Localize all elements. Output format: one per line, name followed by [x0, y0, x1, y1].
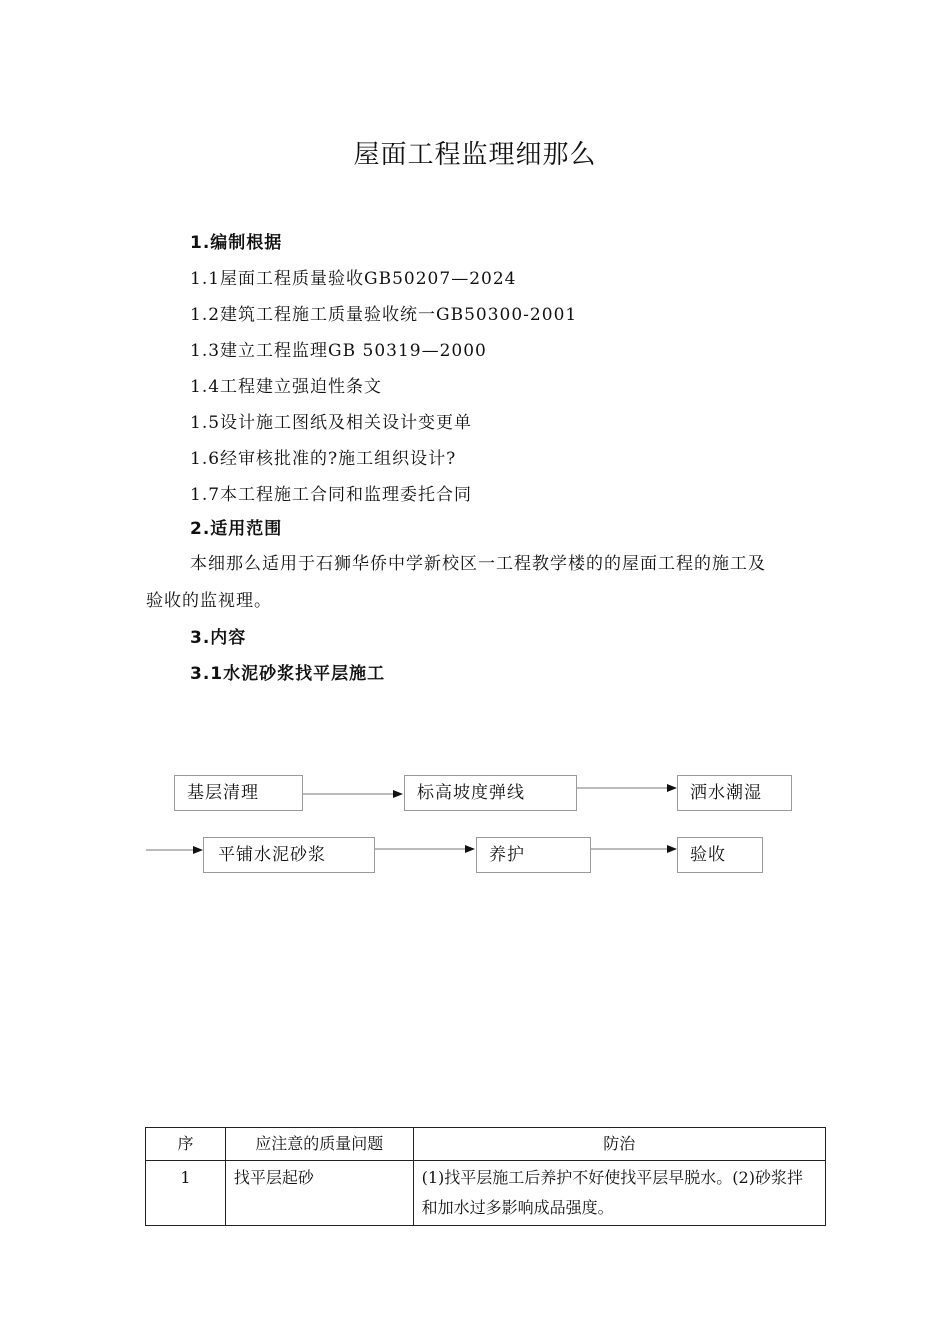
section-2-heading: 2.适用范围	[190, 519, 283, 539]
section-3-heading: 3.内容	[190, 628, 247, 648]
list-item: 1.2建筑工程施工质量验收统一GB50300-2001	[190, 305, 578, 325]
list-item: 1.3建立工程监理GB 50319—2000	[190, 341, 487, 361]
list-item: 1.5设计施工图纸及相关设计变更单	[190, 413, 473, 433]
list-item: 1.7本工程施工合同和监理委托合同	[190, 485, 473, 505]
cell-index: 1	[146, 1161, 226, 1226]
list-item: 1.4工程建立强迫性条文	[190, 377, 383, 397]
flow-step-curing: 养护	[476, 837, 591, 873]
header-prevention: 防治	[413, 1128, 825, 1161]
quality-problems-table	[145, 1127, 826, 1226]
cell-prevention: (1)找平层施工后养护不好使找平层早脱水。(2)砂浆拌和加水过多影响成品强度。	[413, 1161, 825, 1226]
flow-step-spread-mortar: 平铺水泥砂浆	[203, 837, 375, 873]
scope-paragraph-line-1: 本细那么适用于石狮华侨中学新校区一工程教学楼的的屋面工程的施工及	[190, 554, 766, 574]
flow-step-elevation-slope-marking: 标高坡度弹线	[404, 775, 577, 811]
flow-step-water-wetting: 洒水潮湿	[677, 775, 792, 811]
list-item: 1.1屋面工程质量验收GB50207—2024	[190, 269, 517, 289]
table-row	[146, 1161, 826, 1226]
header-quality-problem: 应注意的质量问题	[225, 1128, 413, 1161]
page-title: 屋面工程监理细那么	[353, 140, 597, 170]
header-index: 序	[146, 1128, 226, 1161]
scope-paragraph-line-2: 验收的监视理。	[146, 591, 272, 611]
table-header-row	[146, 1128, 826, 1161]
list-item: 1.6经审核批准的?施工组织设计?	[190, 449, 457, 469]
flow-step-acceptance: 验收	[677, 837, 763, 873]
flow-step-base-cleaning: 基层清理	[174, 775, 303, 811]
section-1-heading: 1.编制根据	[190, 233, 283, 253]
cell-problem: 找平层起砂	[225, 1161, 413, 1226]
section-3-1-heading: 3.1水泥砂浆找平层施工	[190, 664, 386, 684]
